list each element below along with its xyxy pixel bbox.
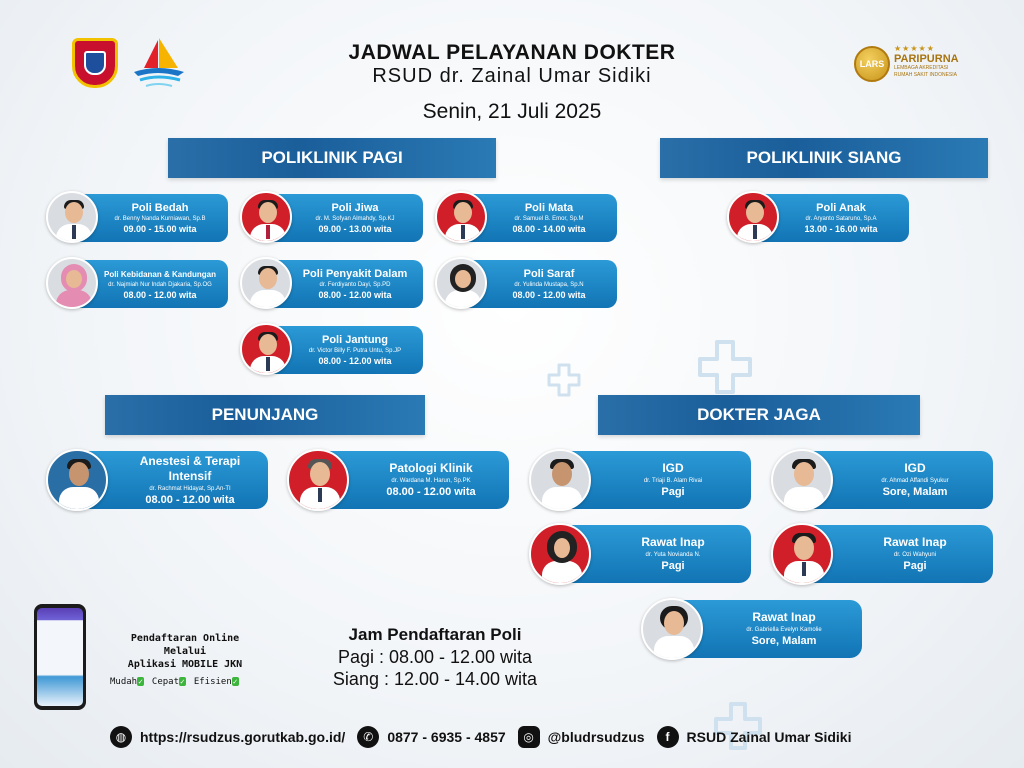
plus-decoration-icon bbox=[696, 338, 754, 396]
unit-name: IGD bbox=[904, 461, 926, 475]
doctor-photo bbox=[641, 598, 703, 660]
tag-mudah: Mudah✓ bbox=[110, 677, 143, 687]
doctor-photo bbox=[435, 257, 487, 309]
service-time: 08.00 - 12.00 wita bbox=[123, 289, 197, 300]
doctor-name: dr. Ferdiyanto Dayi, Sp.PD bbox=[319, 281, 391, 288]
doctor-name: dr. Samuel B. Emor, Sp.M bbox=[514, 215, 584, 222]
doctor-name: dr. Ozi Wahyuni bbox=[893, 552, 937, 558]
service-time: 09.00 - 13.00 wita bbox=[318, 223, 392, 234]
shift: Sore, Malam bbox=[882, 486, 948, 498]
doctor-photo bbox=[46, 257, 98, 309]
registration-hours bbox=[300, 624, 570, 690]
doctor-card bbox=[46, 194, 228, 242]
registration-hours-title: Jam Pendaftaran Poli bbox=[348, 625, 522, 644]
doctor-card bbox=[529, 451, 751, 509]
section-dokter-jaga: DOKTER JAGA bbox=[598, 395, 920, 435]
website-link[interactable]: https://rsudzus.gorutkab.go.id/ bbox=[140, 729, 346, 745]
footer-facebook[interactable] bbox=[657, 726, 852, 748]
doctor-photo bbox=[771, 523, 833, 585]
service-time: 08.00 - 12.00 wita bbox=[318, 289, 392, 300]
shift: Pagi bbox=[903, 560, 927, 572]
doctor-name: dr. Yuta Novianda N. bbox=[645, 552, 701, 558]
accreditation-sub1: LEMBAGA AKREDITASI bbox=[894, 65, 949, 71]
check-icon: ✓ bbox=[232, 677, 238, 686]
doctor-name: dr. Rachmat Hidayat, Sp.An-TI bbox=[149, 485, 231, 492]
service-time: 13.00 - 16.00 wita bbox=[804, 223, 878, 234]
registration-tags bbox=[110, 677, 260, 687]
doctor-card bbox=[435, 260, 617, 308]
service-time: 09.00 - 15.00 wita bbox=[123, 223, 197, 234]
facebook-page[interactable]: RSUD Zainal Umar Sidiki bbox=[686, 729, 852, 745]
section-poliklinik-siang: POLIKLINIK SIANG bbox=[660, 138, 988, 178]
shift: Sore, Malam bbox=[751, 635, 817, 647]
doctor-photo bbox=[240, 323, 292, 375]
doctor-photo bbox=[240, 191, 292, 243]
plus-decoration-icon bbox=[546, 362, 582, 398]
unit-name: IGD bbox=[662, 461, 684, 475]
doctor-photo bbox=[435, 191, 487, 243]
hospital-logo bbox=[128, 36, 188, 90]
doctor-name: dr. Ahmad Affandi Syukur bbox=[881, 478, 949, 484]
regency-logo bbox=[72, 38, 118, 88]
doctor-photo bbox=[727, 191, 779, 243]
registration-line2: Aplikasi MOBILE JKN bbox=[127, 659, 243, 670]
poli-name: Poli Penyakit Dalam bbox=[302, 267, 408, 280]
doctor-photo bbox=[46, 449, 108, 511]
unit-name: Rawat Inap bbox=[752, 610, 816, 624]
service-time: 08.00 - 12.00 wita bbox=[145, 493, 235, 506]
registration-hours-pagi: Pagi : 08.00 - 12.00 wita bbox=[337, 647, 533, 667]
accreditation-text bbox=[894, 44, 974, 79]
doctor-card bbox=[435, 194, 617, 242]
page-title: JADWAL PELAYANAN DOKTER bbox=[348, 41, 676, 64]
unit-name: Rawat Inap bbox=[883, 535, 947, 549]
unit-name: Rawat Inap bbox=[641, 535, 705, 549]
doctor-name: dr. Aryanto Sataruno, Sp.A bbox=[805, 215, 877, 222]
registration-line1: Pendaftaran Online Melalui bbox=[130, 633, 240, 657]
section-poliklinik-pagi: POLIKLINIK PAGI bbox=[168, 138, 496, 178]
registration-info bbox=[110, 632, 260, 687]
registration-hours-siang: Siang : 12.00 - 14.00 wita bbox=[332, 669, 538, 689]
service-time: 08.00 - 12.00 wita bbox=[386, 486, 476, 498]
poli-name: Anestesi & Terapi Intensif bbox=[139, 453, 241, 483]
doctor-name: dr. Gabriella Evelyn Kamolie bbox=[746, 627, 822, 633]
doctor-card bbox=[529, 525, 751, 583]
doctor-photo bbox=[529, 449, 591, 511]
accreditation-title: PARIPURNA bbox=[894, 53, 959, 65]
doctor-card bbox=[240, 194, 423, 242]
accreditation-stars: ★★★★★ bbox=[894, 44, 935, 53]
doctor-photo bbox=[771, 449, 833, 511]
footer-instagram[interactable] bbox=[518, 726, 645, 748]
doctor-name: dr. Najmiah Nur Indah Djakaria, Sp.OG bbox=[108, 281, 212, 288]
section-penunjang: PENUNJANG bbox=[105, 395, 425, 435]
doctor-name: dr. Triaji B. Alam Rivai bbox=[643, 478, 703, 484]
doctor-card bbox=[287, 451, 509, 509]
accreditation-sub2: RUMAH SAKIT INDONESIA bbox=[894, 72, 957, 78]
check-icon: ✓ bbox=[180, 677, 185, 686]
doctor-photo bbox=[287, 449, 349, 511]
poli-name: Poli Jiwa bbox=[331, 201, 379, 214]
shift: Pagi bbox=[661, 560, 685, 572]
phone-icon: ✆ bbox=[357, 726, 379, 748]
schedule-date: Senin, 21 Juli 2025 bbox=[422, 100, 602, 123]
doctor-name: dr. Victor Billy F. Putra Untu, Sp.JP bbox=[308, 347, 402, 354]
poli-name: Poli Jantung bbox=[322, 333, 388, 346]
doctor-card bbox=[771, 525, 993, 583]
phone-number[interactable]: 0877 - 6935 - 4857 bbox=[387, 729, 506, 745]
doctor-card bbox=[771, 451, 993, 509]
doctor-name: dr. Wardana M. Harun, Sp.PK bbox=[391, 478, 471, 484]
doctor-card bbox=[46, 451, 268, 509]
poli-name: Poli Anak bbox=[816, 201, 866, 214]
doctor-card bbox=[641, 600, 862, 658]
doctor-name: dr. Yulinda Mustapa, Sp.N bbox=[514, 281, 584, 288]
footer-phone[interactable] bbox=[357, 726, 505, 748]
globe-icon: ◍ bbox=[110, 726, 132, 748]
poli-name: Poli Bedah bbox=[131, 201, 189, 214]
service-time: 08.00 - 12.00 wita bbox=[318, 355, 392, 366]
doctor-name: dr. Benny Nanda Kurniawan, Sp.B bbox=[114, 215, 206, 222]
doctor-card bbox=[240, 326, 423, 374]
shift: Pagi bbox=[661, 486, 685, 498]
footer-contacts bbox=[110, 722, 930, 752]
doctor-name: dr. M. Sofyan Almahdy, Sp.KJ bbox=[315, 215, 395, 222]
doctor-photo bbox=[240, 257, 292, 309]
service-time: 08.00 - 14.00 wita bbox=[512, 223, 586, 234]
doctor-photo bbox=[46, 191, 98, 243]
poli-name: Poli Mata bbox=[524, 201, 574, 214]
footer-website[interactable] bbox=[110, 726, 345, 748]
accreditation-badge: LARS bbox=[854, 46, 890, 82]
poli-name: Poli Kebidanan & Kandungan bbox=[103, 269, 216, 279]
service-time: 08.00 - 12.00 wita bbox=[512, 289, 586, 300]
tag-cepat: Cepat✓ bbox=[151, 677, 185, 687]
facebook-icon: f bbox=[657, 726, 679, 748]
mobile-jkn-phone bbox=[34, 604, 86, 710]
tag-efisien: Efisien✓ bbox=[193, 677, 238, 687]
doctor-card bbox=[46, 260, 228, 308]
doctor-card bbox=[240, 260, 423, 308]
instagram-handle[interactable]: @bludrsudzus bbox=[547, 729, 645, 745]
check-icon: ✓ bbox=[138, 677, 143, 686]
poli-name: Poli Saraf bbox=[523, 267, 575, 280]
instagram-icon: ◎ bbox=[518, 726, 540, 748]
hospital-name: RSUD dr. Zainal Umar Sidiki bbox=[372, 65, 652, 87]
doctor-card bbox=[727, 194, 909, 242]
doctor-photo bbox=[529, 523, 591, 585]
header bbox=[300, 42, 724, 124]
poli-name: Patologi Klinik bbox=[389, 461, 473, 475]
